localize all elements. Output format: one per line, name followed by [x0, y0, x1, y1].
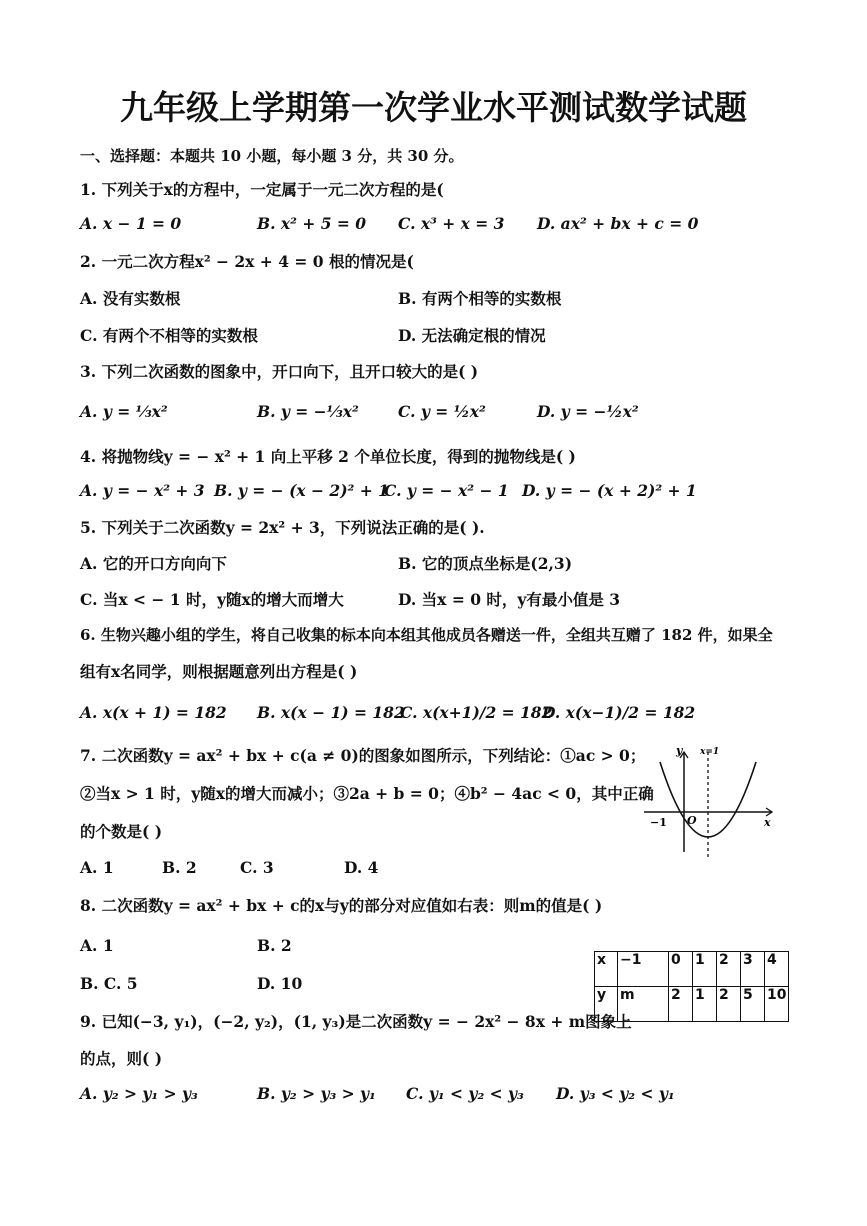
q7-stem-line2: ②当x > 1 时，y随x的增大而减小；③2a + b = 0；④b² − 4ac < 0，其中正确 [80, 784, 654, 803]
q2-option-a: A. 没有实数根 [80, 289, 181, 308]
q6-option-d: D. x(x−1)/2 = 182 [542, 703, 696, 722]
q7-stem-line1: 7. 二次函数y = ax² + bx + c(a ≠ 0)的图象如图所示，下列结论：①ac > 0； [80, 746, 646, 765]
q1-option-c: C. x³ + x = 3 [398, 214, 505, 233]
q6-stem-line1: 6. 生物兴趣小组的学生，将自己收集的标本向本组其他成员各赠送一件，全组共互赠了 182 件，如果全 [80, 626, 773, 644]
q4-option-b: B. y = − (x − 2)² + 1 [214, 481, 389, 500]
q1-option-d: D. ax² + bx + c = 0 [537, 214, 699, 233]
table-cell: 10 [765, 987, 789, 1022]
q7-option-a: A. 1 [80, 858, 114, 877]
q5-option-d: D. 当x = 0 时，y有最小值是 3 [398, 590, 621, 609]
table-cell: 4 [765, 952, 789, 987]
q6-option-c: C. x(x+1)/2 = 182 [400, 703, 553, 722]
q4-option-d: D. y = − (x + 2)² + 1 [522, 481, 697, 500]
table-cell: 0 [669, 952, 693, 987]
q4-option-c: C. y = − x² − 1 [384, 481, 509, 500]
table-cell: −1 [618, 952, 669, 987]
q9-option-b: B. y₂ > y₃ > y₁ [257, 1084, 376, 1103]
graph-x-label: x [764, 816, 771, 829]
section-heading: 一、选择题：本题共 10 小题，每小题 3 分，共 30 分。 [80, 147, 464, 165]
q7-parabola-graph [640, 742, 780, 860]
table-cell: m [618, 987, 669, 1022]
graph-neg-one-label: −1 [650, 816, 667, 829]
q8-stem: 8. 二次函数y = ax² + bx + c的x与y的部分对应值如右表：则m的值是( ) [80, 896, 603, 915]
q8-option-d: D. 10 [257, 974, 303, 993]
q9-stem-line1: 9. 已知(−3, y₁)，(−2, y₂)，(1, y₃)是二次函数y = − 2x² − 8x + m图象上 [80, 1012, 632, 1031]
q3-option-b: B. y = −⅓x² [257, 402, 359, 421]
q3-option-d: D. y = −½x² [537, 402, 639, 421]
table-row-x [595, 952, 789, 987]
table-cell: 5 [741, 987, 765, 1022]
q6-option-a: A. x(x + 1) = 182 [80, 703, 227, 722]
q2-option-d: D. 无法确定根的情况 [398, 326, 546, 345]
table-cell: 2 [717, 987, 741, 1022]
q2-option-b: B. 有两个相等的实数根 [398, 289, 562, 308]
q9-option-c: C. y₁ < y₂ < y₃ [406, 1084, 524, 1103]
q7-option-b: B. 2 [162, 858, 197, 877]
q7-option-d: D. 4 [344, 858, 379, 877]
q9-stem-line2: 的点，则( ) [80, 1049, 163, 1068]
q1-option-a: A. x − 1 = 0 [80, 214, 182, 233]
q1-option-b: B. x² + 5 = 0 [257, 214, 367, 233]
q9-option-d: D. y₃ < y₂ < y₁ [556, 1084, 675, 1103]
table-cell: 1 [693, 952, 717, 987]
page-title: 九年级上学期第一次学业水平测试数学试题 [120, 88, 747, 127]
q2-stem: 2. 一元二次方程x² − 2x + 4 = 0 根的情况是( [80, 252, 414, 271]
q7-option-c: C. 3 [240, 858, 274, 877]
graph-origin-label: O [687, 814, 697, 827]
q7-stem-line3: 的个数是( ) [80, 822, 163, 841]
graph-y-label: y [676, 744, 683, 757]
table-cell: y [595, 987, 618, 1022]
q8-option-a: A. 1 [80, 936, 114, 955]
q6-stem-line2: 组有x名同学，则根据题意列出方程是( ) [80, 662, 358, 681]
table-cell: 3 [741, 952, 765, 987]
table-cell: 1 [693, 987, 717, 1022]
q8-option-b: B. 2 [257, 936, 292, 955]
q8-option-c: B. C. 5 [80, 974, 138, 993]
q6-option-b: B. x(x − 1) = 182 [257, 703, 405, 722]
q3-option-a: A. y = ⅓x² [80, 402, 168, 421]
q4-stem: 4. 将抛物线y = − x² + 1 向上平移 2 个单位长度，得到的抛物线是( ) [80, 447, 576, 466]
graph-line-label: x=1 [700, 747, 720, 757]
q2-option-c: C. 有两个不相等的实数根 [80, 326, 258, 345]
q5-option-c: C. 当x < − 1 时，y随x的增大而增大 [80, 590, 344, 609]
table-cell: x [595, 952, 618, 987]
table-cell: 2 [669, 987, 693, 1022]
q4-option-a: A. y = − x² + 3 [80, 481, 205, 500]
q3-stem: 3. 下列二次函数的图象中，开口向下，且开口较大的是( ) [80, 362, 479, 381]
q9-option-a: A. y₂ > y₁ > y₃ [80, 1084, 198, 1103]
q1-stem: 1. 下列关于x的方程中，一定属于一元二次方程的是( [80, 180, 444, 199]
q3-option-c: C. y = ½x² [398, 402, 486, 421]
q5-option-a: A. 它的开口方向向下 [80, 554, 227, 573]
q5-stem: 5. 下列关于二次函数y = 2x² + 3，下列说法正确的是( ). [80, 518, 485, 537]
q5-option-b: B. 它的顶点坐标是(2,3) [398, 554, 573, 573]
table-cell: 2 [717, 952, 741, 987]
